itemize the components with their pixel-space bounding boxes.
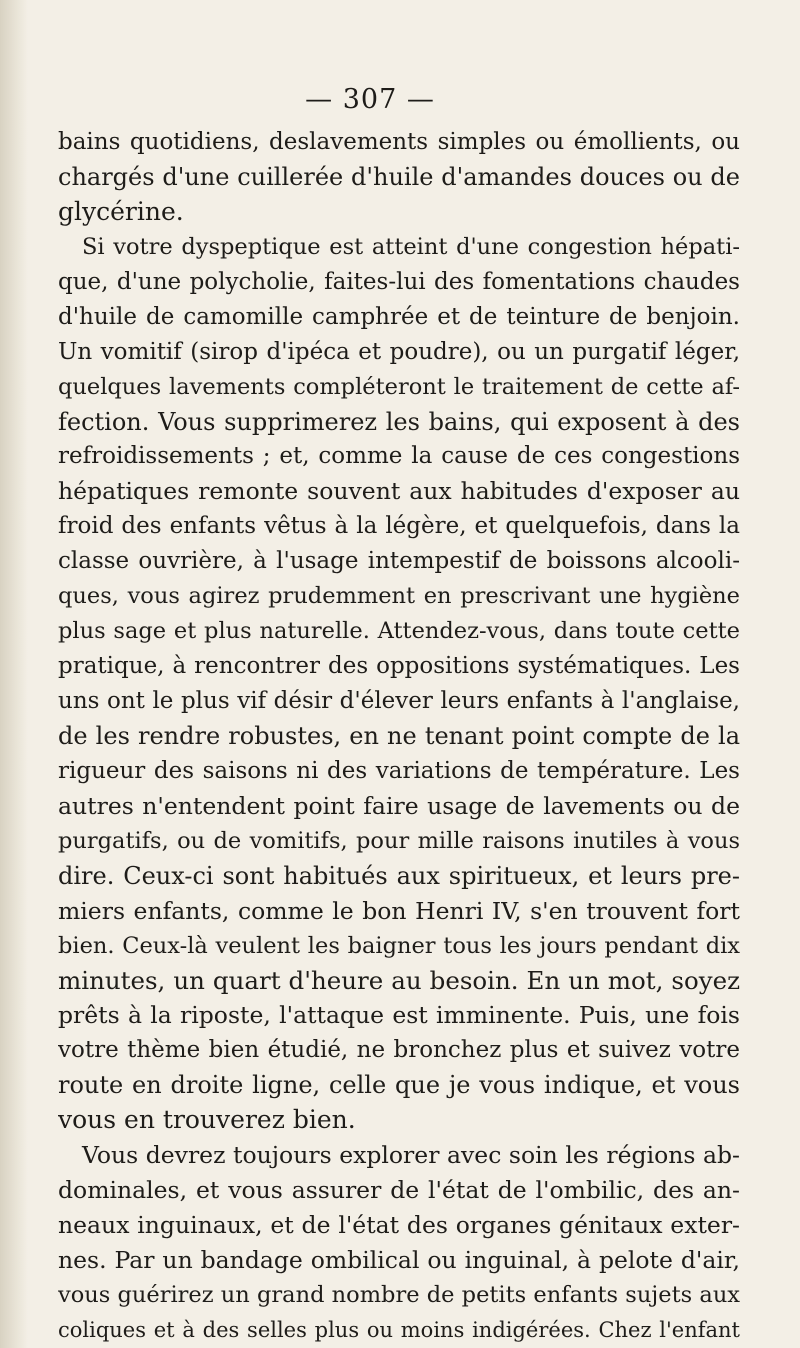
text-line: uns ont le plus vif désir d'élever leurs enfants à l'anglaise, bbox=[58, 688, 740, 714]
text-line: quelques lavements compléteront le traitement de cette af- bbox=[58, 373, 740, 400]
text-line: Si votre dyspeptique est atteint d'une congestion hépati- bbox=[82, 233, 740, 260]
text-line: votre thème bien étudié, ne bronchez plus et suivez votre bbox=[58, 1037, 740, 1064]
text-line: dire. Ceux-ci sont habitués aux spiritueux, et leurs pre- bbox=[58, 861, 740, 890]
text-line: vous guérirez un grand nombre de petits enfants sujets aux bbox=[58, 1281, 740, 1308]
text-line: route en droite ligne, celle que je vous indique, et vous bbox=[58, 1071, 740, 1100]
text-line: nes. Par un bandage ombilical ou inguinal, à pelote d'air, bbox=[58, 1246, 740, 1274]
text-line: d'huile de camomille camphrée et de teinture de benjoin. bbox=[58, 303, 740, 330]
text-line: bien. Ceux-là veulent les baigner tous les jours pendant dix bbox=[58, 932, 740, 959]
text-line: refroidissements ; et, comme la cause de ces congestions bbox=[58, 443, 740, 470]
text-line: chargés d'une cuillerée d'huile d'amandes douces ou de bbox=[58, 162, 740, 191]
text-line: hépatiques remonte souvent aux habitudes d'exposer au bbox=[58, 477, 740, 506]
text-line: minutes, un quart d'heure au besoin. En un mot, soyez bbox=[58, 965, 740, 995]
text-line: plus sage et plus naturelle. Attendez-vous, dans toute cette bbox=[58, 618, 740, 645]
page-edge-shadow bbox=[0, 0, 28, 1348]
text-line: pratique, à rencontrer des oppositions systématiques. Les bbox=[58, 653, 740, 680]
body-text bbox=[58, 125, 740, 1348]
text-line: neaux inguinaux, et de l'état des organes génitaux exter- bbox=[58, 1211, 740, 1240]
text-line: classe ouvrière, à l'usage intempestif de boissons alcooli- bbox=[58, 548, 740, 575]
text-line: dominales, et vous assurer de l'état de l'ombilic, des an- bbox=[58, 1176, 740, 1205]
text-line: autres n'entendent point faire usage de lavements ou de bbox=[58, 791, 740, 820]
text-line: prêts à la riposte, l'attaque est imminente. Puis, une fois bbox=[58, 1001, 740, 1030]
text-line: rigueur des saisons ni des variations de température. Les bbox=[58, 757, 740, 784]
page-number: — 307 — bbox=[305, 84, 435, 115]
text-line: glycérine. bbox=[58, 196, 184, 226]
text-line: bains quotidiens, deslavements simples ou émollients, ou bbox=[58, 129, 740, 155]
text-line: coliques et à des selles plus ou moins indigérées. Chez l'enfant bbox=[58, 1317, 740, 1342]
text-line: de les rendre robustes, en ne tenant point compte de la bbox=[58, 721, 740, 750]
text-line: Vous devrez toujours explorer avec soin les régions ab- bbox=[82, 1141, 740, 1170]
text-line: vous en trouverez bien. bbox=[58, 1105, 356, 1135]
text-line: Un vomitif (sirop d'ipéca et poudre), ou un purgatif léger, bbox=[58, 338, 740, 365]
text-line: fection. Vous supprimerez les bains, qui exposent à des bbox=[58, 407, 740, 436]
text-line: miers enfants, comme le bon Henri IV, s'en trouvent fort bbox=[58, 896, 740, 925]
text-line: purgatifs, ou de vomitifs, pour mille raisons inutiles à vous bbox=[58, 827, 740, 854]
text-line: ques, vous agirez prudemment en prescrivant une hygiène bbox=[58, 583, 740, 610]
text-line: froid des enfants vêtus à la légère, et quelquefois, dans la bbox=[58, 513, 740, 540]
text-line: que, d'une polycholie, faites-lui des fomentations chaudes bbox=[58, 268, 740, 295]
